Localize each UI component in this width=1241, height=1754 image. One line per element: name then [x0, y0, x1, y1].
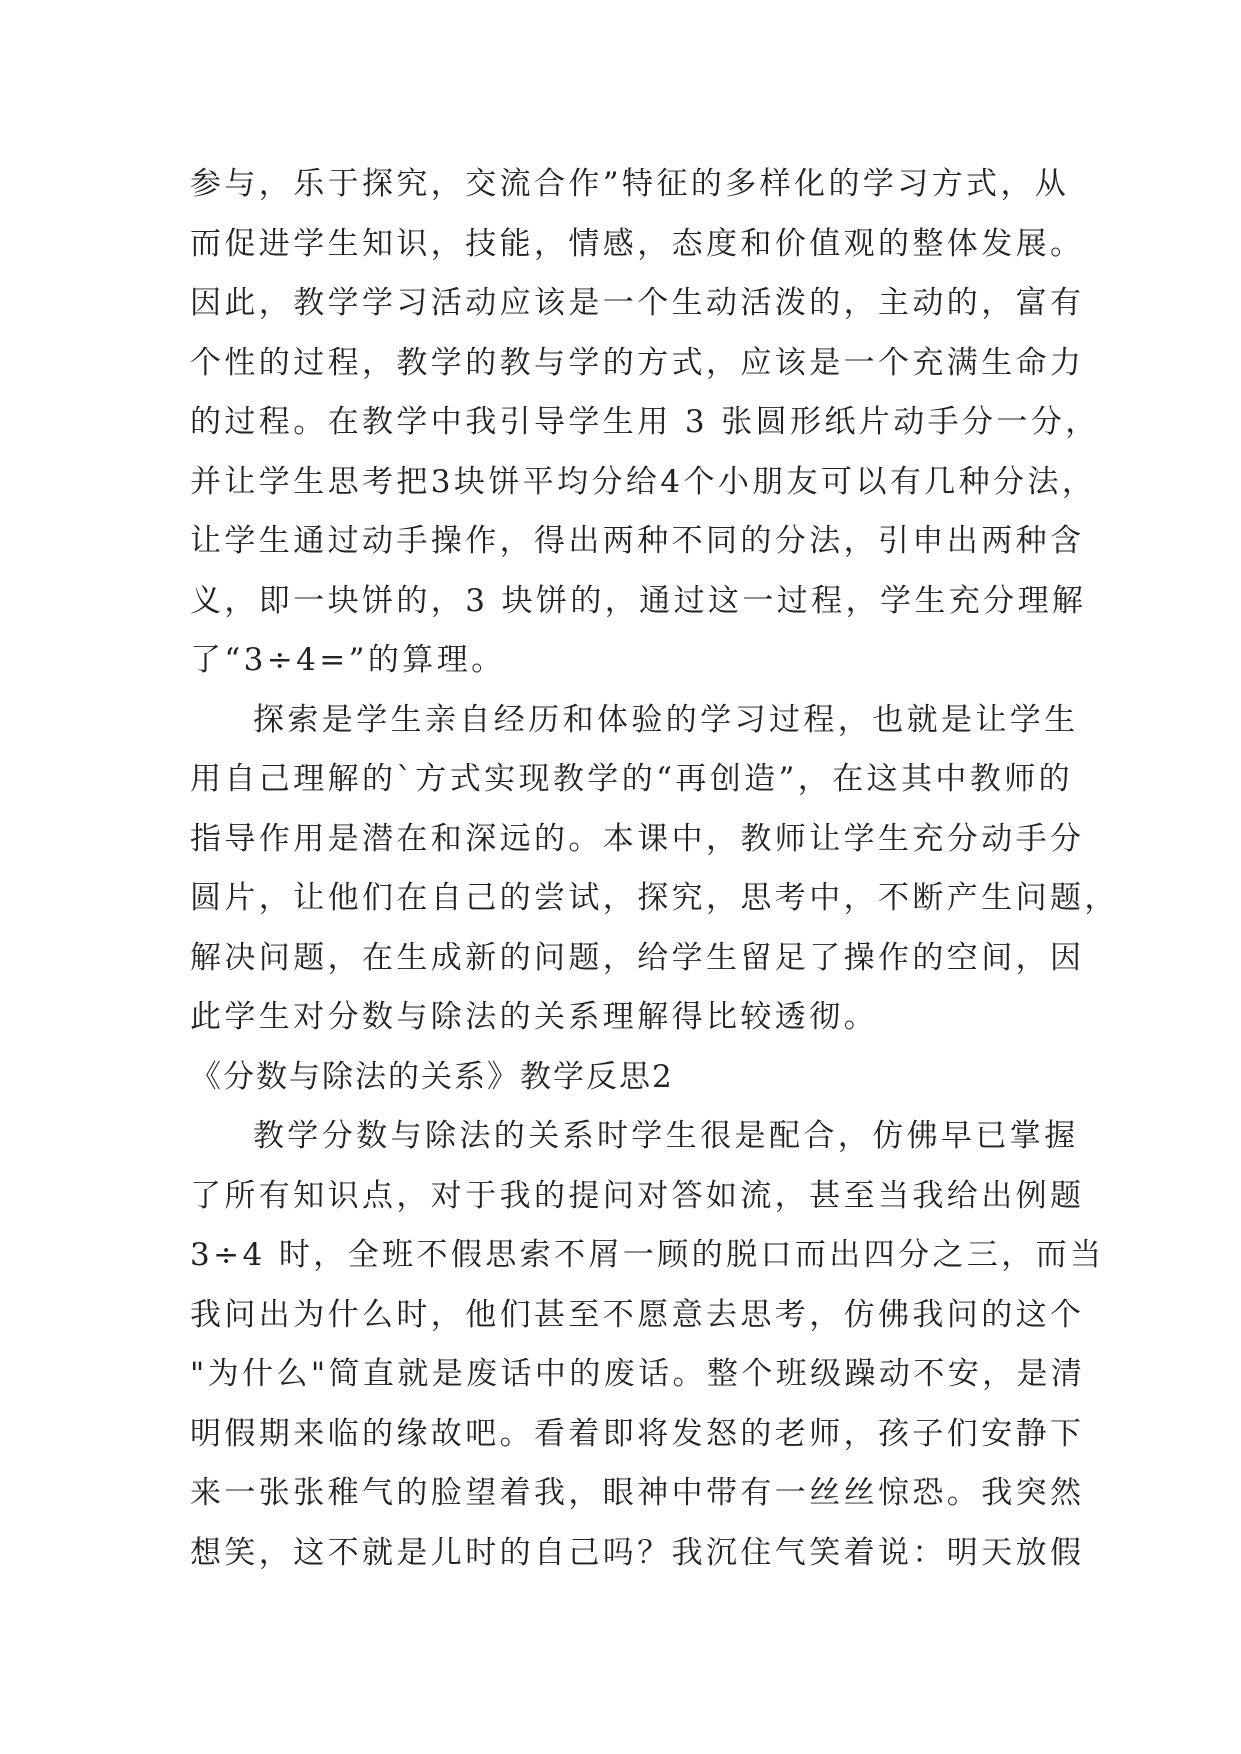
section-heading: 《分数与除法的关系》教学反思2 [190, 1059, 674, 1095]
text-line: 义，即一块饼的，3 块饼的，通过这一过程，学生充分理解 [190, 583, 1087, 619]
text-line: "为什么"简直就是废话中的废话。整个班级躁动不安，是清 [190, 1356, 1086, 1392]
text-line: 圆片，让他们在自己的尝试，探究，思考中，不断产生问题， [190, 880, 1119, 916]
text-line: 因此，教学学习活动应该是一个生动活泼的，主动的，富有 [190, 285, 1085, 321]
text-line: 了所有知识点，对于我的提问对答如流，甚至当我给出例题 [190, 1178, 1085, 1214]
text-line: 指导作用是潜在和深远的。本课中，教师让学生充分动手分 [190, 821, 1085, 857]
text-line: 此学生对分数与除法的关系理解得比较透彻。 [190, 999, 878, 1035]
text-line: 来一张张稚气的脸望着我，眼神中带有一丝丝惊恐。我突然 [190, 1475, 1085, 1511]
text-line: 个性的过程，教学的教与学的方式，应该是一个充满生命力 [190, 345, 1085, 381]
text-line: 的过程。在教学中我引导学生用 3 张圆形纸片动手分一分， [190, 404, 1100, 440]
text-line: 探索是学生亲自经历和体验的学习过程，也就是让学生 [253, 702, 1079, 738]
text-line: 3÷4 时，全班不假思索不屑一顾的脱口而出四分之三，而当 [190, 1237, 1105, 1273]
text-line: 用自己理解的`方式实现教学的“再创造”，在这其中教师的 [190, 761, 1073, 797]
text-line: 想笑，这不就是儿时的自己吗？我沉住气笑着说：明天放假 [190, 1535, 1085, 1571]
text-line: 解决问题，在生成新的问题，给学生留足了操作的空间，因 [190, 940, 1085, 976]
text-line: 了“3÷4=”的算理。 [190, 642, 506, 678]
text-line: 教学分数与除法的关系时学生很是配合，仿佛早已掌握 [253, 1118, 1079, 1154]
text-line: 而促进学生知识，技能，情感，态度和价值观的整体发展。 [190, 226, 1085, 262]
text-line: 明假期来临的缘故吧。看着即将发怒的老师，孩子们安静下 [190, 1416, 1085, 1452]
text-line: 让学生通过动手操作，得出两种不同的分法，引申出两种含 [190, 523, 1085, 559]
text-line: 我问出为什么时，他们甚至不愿意去思考，仿佛我问的这个 [190, 1297, 1085, 1333]
text-line: 并让学生思考把3块饼平均分给4个小朋友可以有几种分法， [190, 464, 1097, 500]
text-line: 参与，乐于探究，交流合作”特征的多样化的学习方式，从 [190, 166, 1070, 202]
